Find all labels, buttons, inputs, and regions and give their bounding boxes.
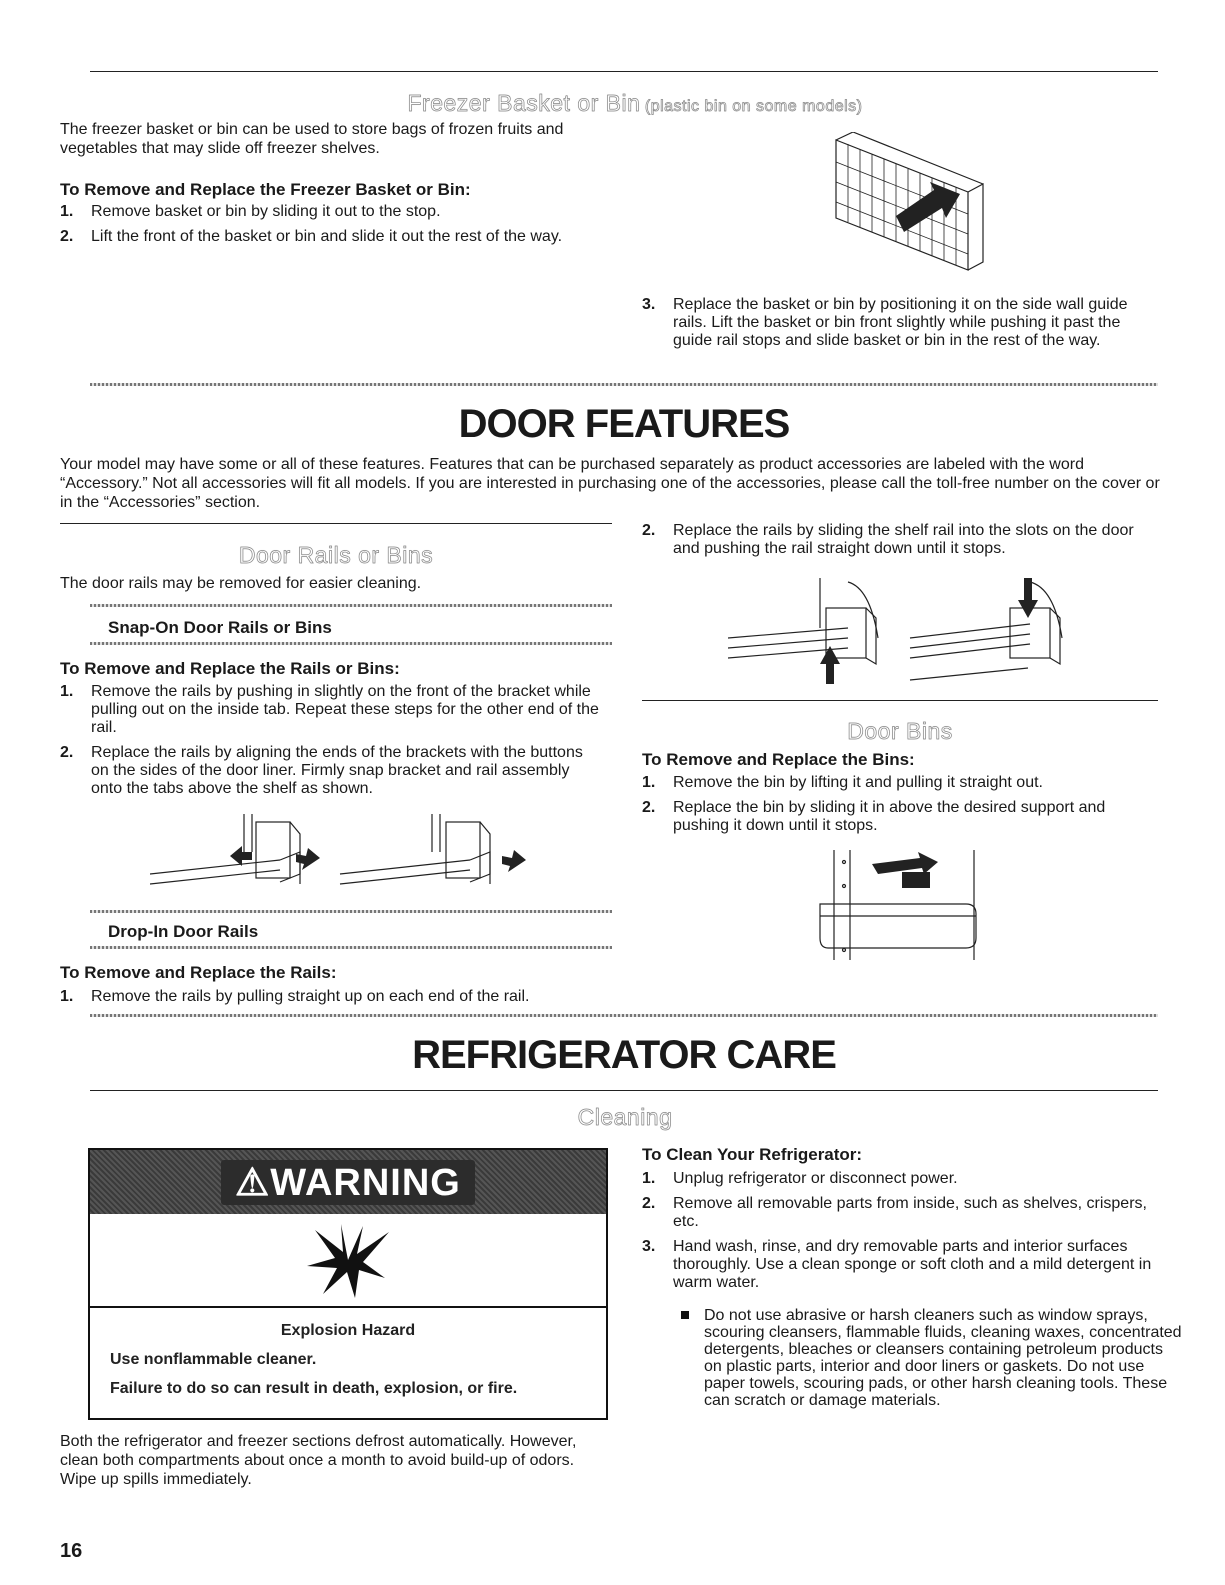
drop-step-1 [60,988,620,1013]
warning-text-panel [90,1306,606,1414]
door-bin-illustration [814,850,980,960]
snap-rule-bottom [90,642,612,645]
door-features-intro: Your model may have some or all of these features. Features that can be purchased separately as product accessories are labeled with the word “Accessory.” Not all accessories will fit all models. If you are interested in purchasing one of the accessories, please call the toll-free number on the cover or in the “Accessories” section. [60,456,1160,511]
snap-on-rails-illustration [150,812,560,900]
list-item: 1. Remove the rails by pushing in slightly on the front of the bracket while pulling out on the inside tab. Repeat these steps for the other end of the rail. [60,683,599,736]
freezer-steps-1-2 [60,203,620,253]
bullet-icon [681,1311,689,1319]
rails-rule [60,523,612,524]
defrost-text: Both the refrigerator and freezer sections defrost automatically. However, clean both compartments about once a month to avoid build-up of odors. Wipe up spills immediately. [60,1433,577,1488]
warning-header [90,1150,606,1214]
page-number: 16 [60,1540,83,1562]
warning-line-2: Failure to do so can result in death, explosion, or fire. [110,1380,518,1397]
list-item: 2. Lift the front of the basket or bin and slide it out the rest of the way. [60,228,563,245]
section-divider [90,383,1158,386]
bins-steps [642,774,1162,842]
drop-title: Drop-In Door Rails [108,922,259,941]
list-item: 1. Remove the rails by pulling straight up on each end of the rail. [60,988,530,1005]
list-item: 3. Hand wash, rinse, and dry removable parts and interior surfaces thoroughly. Use a clean sponge or soft cloth and a mild detergent in warm water. [642,1238,1152,1291]
snap-steps [60,683,600,805]
explosion-icon [303,1220,393,1300]
freezer-section-title [365,90,905,117]
section-divider-2 [90,1014,1158,1017]
rails-section-title: Door Rails or Bins [238,542,434,568]
list-item: 1. Remove basket or bin by sliding it out to the stop. [60,203,441,220]
freezer-title: Freezer Basket or Bin [407,90,641,116]
freezer-title-note: (plastic bin on some models) [644,98,863,115]
freezer-intro: The freezer basket or bin can be used to store bags of frozen fruits and vegetables that may slide off freezer shelves. [60,121,564,157]
list-item: 1. Unplug refrigerator or disconnect power. [642,1170,958,1187]
drop-heading: To Remove and Replace the Rails: [60,963,337,982]
bins-heading: To Remove and Replace the Bins: [642,750,915,769]
freezer-basket-illustration [818,132,986,282]
warning-triangle-icon: ⚠ [235,1161,271,1204]
drop-step-2 [642,522,1158,565]
list-item: 1. Remove the bin by lifting it and pulling it straight out. [642,774,1043,791]
freezer-heading: To Remove and Replace the Freezer Basket or Bin: [60,180,471,199]
cleaning-caution-bullet: Do not use abrasive or harsh cleaners such as window sprays, scouring cleansers, flammable fluids, cleaning waxes, concentrated detergents, bleaches or cleansers containing petroleum products on plastic parts, interior and door liners or gaskets. Do not use paper towels, scouring pads, or other harsh cleaning tools. These can scratch or damage materials. [673,1307,1182,1409]
care-rule [90,1090,1158,1091]
warning-line-1: Use nonflammable cleaner. [110,1351,317,1368]
drop-rule-bottom [90,946,612,949]
snap-title: Snap-On Door Rails or Bins [108,618,332,637]
list-item: 2. Replace the rails by sliding the shelf rail into the slots on the door and pushing the rail straight down until it stops. [642,522,1134,557]
list-item: 3. Replace the basket or bin by positioning it on the side wall guide rails. Lift the basket or bin front slightly while pushing it past the guide rail stops and slide basket or bin in the rest of the way. [642,296,1128,349]
freezer-step-3 [642,296,1162,357]
clean-heading: To Clean Your Refrigerator: [642,1145,863,1164]
warning-hazard: Explosion Hazard [280,1322,416,1339]
drop-in-rails-illustration [728,568,1078,684]
list-item: 2. Remove all removable parts from inside, such as shelves, crispers, etc. [642,1195,1147,1230]
warning-label: ⚠WARNING [221,1160,475,1205]
bins-rule [642,700,1158,701]
rails-intro: The door rails may be removed for easier cleaning. [60,575,422,592]
door-features-title: DOOR FEATURES [458,402,790,446]
refrigerator-care-title: REFRIGERATOR CARE [412,1033,836,1077]
top-rule [90,71,1158,72]
list-item: 2. Replace the bin by sliding it in above the desired support and pushing it down until it stops. [642,799,1106,834]
explosion-icon-area [90,1214,606,1306]
snap-rule-top [90,604,612,607]
snap-heading: To Remove and Replace the Rails or Bins: [60,659,400,678]
warning-box [88,1148,608,1420]
cleaning-section-title: Cleaning [577,1104,673,1130]
bins-section-title: Door Bins [847,718,953,744]
clean-steps [642,1170,1152,1299]
list-item: 2. Replace the rails by aligning the ends of the brackets with the buttons on the sides of the door liner. Firmly snap bracket and rail assembly onto the tabs above the shelf as shown. [60,744,583,797]
drop-rule-top [90,910,612,913]
